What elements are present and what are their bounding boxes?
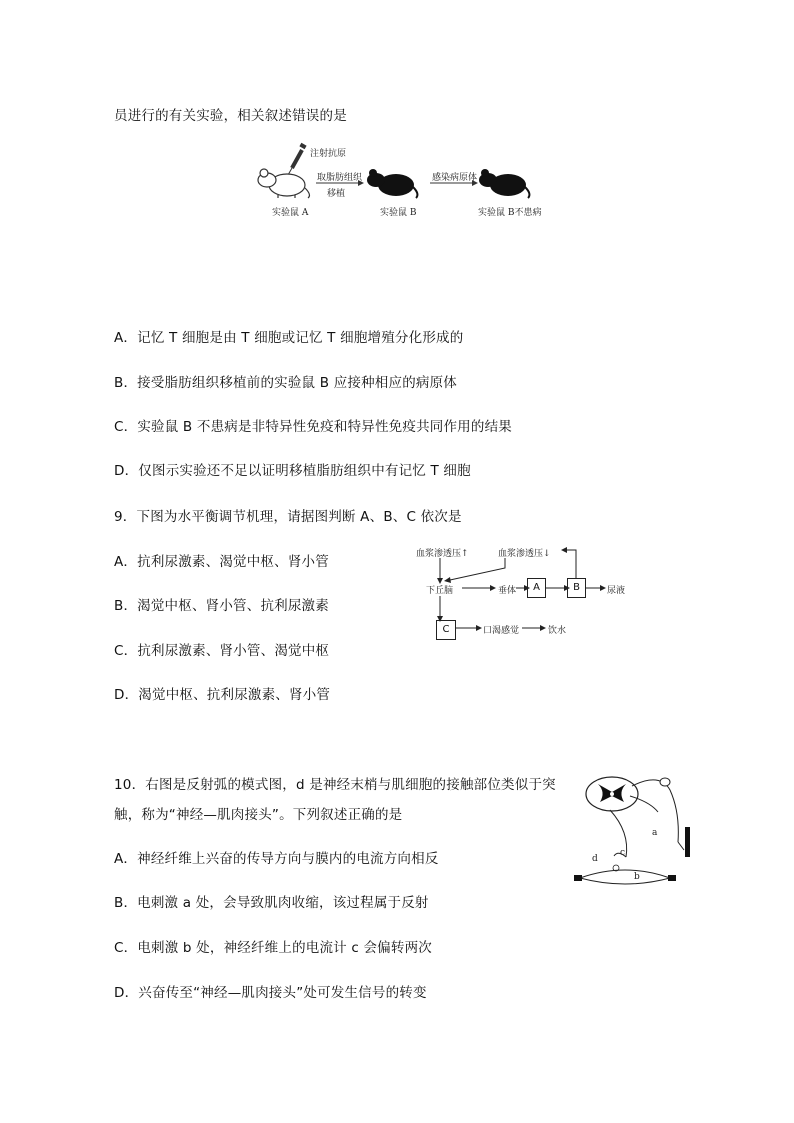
spinal-cord-icon — [586, 777, 638, 811]
q8-option-c: C．实验鼠 B 不患病是非特异性免疫和特异性免疫共同作用的结果 — [114, 419, 512, 435]
box-c: C — [436, 620, 456, 640]
urine-label: 尿液 — [607, 586, 626, 596]
q9-option-b: B．渴觉中枢、肾小管、抗利尿激素 — [114, 598, 329, 614]
q10-stem-line1: 10．右图是反射弧的模式图，d 是神经末梢与肌细胞的接触部位类似于突 — [114, 777, 556, 793]
pituitary-label: 垂体 — [498, 586, 517, 596]
mouse-b-label: 实验鼠 B — [380, 208, 417, 218]
label-d: d — [592, 854, 598, 864]
q9-stem: 9．下图为水平衡调节机理，请据图判断 A、B、C 依次是 — [114, 509, 462, 525]
transfer-label-1: 取脂肪组织 — [317, 173, 363, 183]
mouse-a-label: 实验鼠 A — [272, 208, 309, 218]
q9-option-c: C．抗利尿激素、肾小管、渴觉中枢 — [114, 643, 330, 659]
q8-stem: 员进行的有关实验，相关叙述错误的是 — [114, 108, 347, 124]
q10-figure — [570, 772, 700, 887]
q10-option-a: A．神经纤维上兴奋的传导方向与膜内的电流方向相反 — [114, 851, 439, 867]
transfer-label-2: 移植 — [327, 189, 346, 199]
thirst-label: 口渴感觉 — [483, 626, 520, 636]
box-b: B — [567, 578, 586, 598]
muscle-icon — [574, 865, 676, 884]
q9-option-d: D．渴觉中枢、抗利尿激素、肾小管 — [114, 687, 331, 703]
drink-label: 饮水 — [548, 626, 567, 636]
inject-label: 注射抗原 — [310, 149, 347, 159]
q8-option-a: A．记忆 T 细胞是由 T 细胞或记忆 T 细胞增殖分化形成的 — [114, 330, 464, 346]
plasma-down-label: 血浆渗透压↓ — [498, 549, 551, 559]
mouse-b-result-label: 实验鼠 B不患病 — [478, 208, 542, 218]
q10-stem-line2: 触，称为“神经—肌肉接头”。下列叙述正确的是 — [114, 807, 403, 823]
label-a: a — [652, 828, 658, 838]
hypothalamus-label: 下丘脑 — [426, 586, 454, 596]
mouse-a-icon — [258, 169, 309, 198]
q8-figure — [250, 140, 550, 220]
label-c: c — [620, 848, 626, 858]
q10-option-d: D．兴奋传至“神经—肌肉接头”处可发生信号的转变 — [114, 985, 427, 1001]
q9-figure — [410, 540, 640, 640]
syringe-icon — [288, 143, 307, 175]
mouse-b-icon — [367, 169, 417, 198]
q10-option-c: C．电刺激 b 处，神经纤维上的电流计 c 会偏转两次 — [114, 940, 432, 956]
q8-option-d: D．仅图示实验还不足以证明移植脂肪组织中有记忆 T 细胞 — [114, 463, 471, 479]
label-b: b — [634, 872, 640, 882]
q10-option-b: B．电刺激 a 处，会导致肌肉收缩，该过程属于反射 — [114, 895, 429, 911]
q9-option-a: A．抗利尿激素、渴觉中枢、肾小管 — [114, 554, 329, 570]
electrode-icon — [685, 827, 690, 857]
infect-label: 感染病原体 — [432, 173, 478, 183]
mouse-b-healthy-icon — [479, 169, 529, 198]
q8-option-b: B．接受脂肪组织移植前的实验鼠 B 应接种相应的病原体 — [114, 375, 458, 391]
plasma-up-label: 血浆渗透压↑ — [416, 549, 469, 559]
box-a: A — [527, 578, 546, 598]
reflex-arc-diagram — [570, 772, 700, 887]
